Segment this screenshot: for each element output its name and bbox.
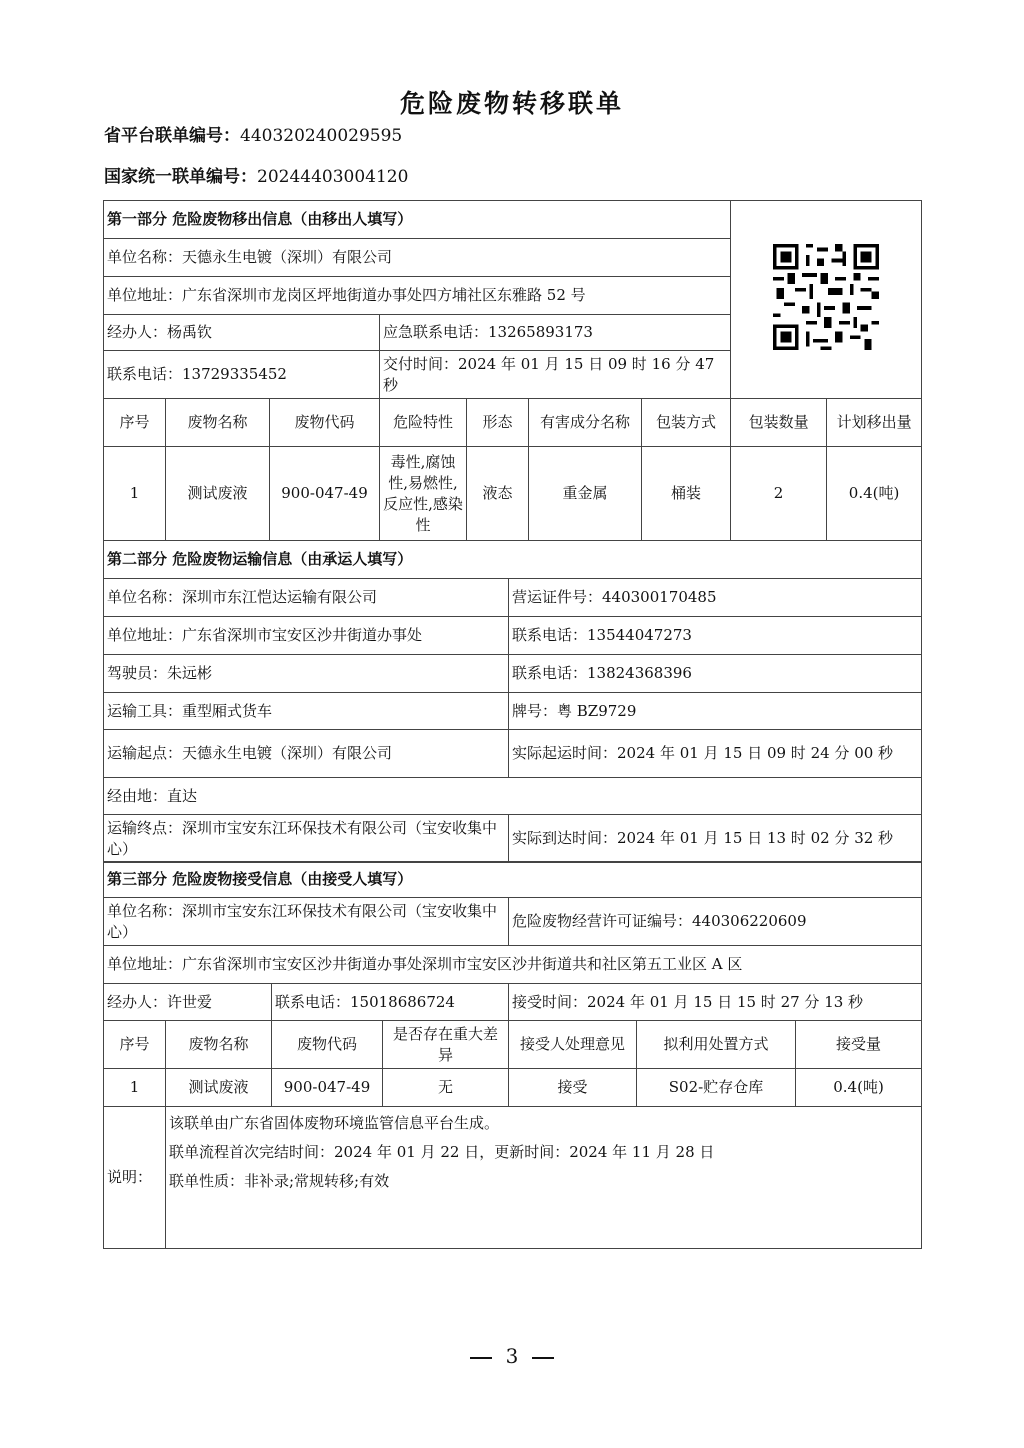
receive-table-header (104, 1021, 922, 1069)
part2-driver-phone: 联系电话：13824368396 (509, 655, 922, 693)
col-header: 形态 (467, 399, 529, 447)
part2-plate: 牌号：粤 BZ9729 (509, 693, 922, 730)
part3-unit-name: 单位名称：深圳市宝安东江环保技术有限公司（宝安收集中心） (104, 898, 509, 946)
page-number-value: 3 (505, 1344, 519, 1368)
part2-heading: 第二部分 危险废物运输信息（由承运人填写） (104, 541, 922, 579)
part3-unit-address: 单位地址：广东省深圳市宝安区沙井街道办事处深圳市宝安区沙井街道共和社区第五工业区 A 区 (104, 946, 922, 984)
qr-code-icon (773, 244, 879, 350)
qr-code-cell (731, 201, 922, 399)
part2-license-no: 营运证件号：440300170485 (509, 579, 922, 617)
provincial-number (104, 121, 402, 146)
part2-driver: 驾驶员：朱远彬 (104, 655, 509, 693)
part1-contact-phone: 联系电话：13729335452 (104, 351, 380, 399)
provincial-number-value: 440320240029595 (240, 126, 403, 146)
part2-unit-phone: 联系电话：13544047273 (509, 617, 922, 655)
national-number (104, 162, 408, 187)
part1-unit-name: 单位名称：天德永生电镀（深圳）有限公司 (104, 239, 731, 277)
cell: 测试废液 (166, 447, 270, 541)
cell: 1 (104, 1069, 166, 1107)
part3-permit-no: 危险废物经营许可证编号：440306220609 (509, 898, 922, 946)
part2-origin: 运输起点：天德永生电镀（深圳）有限公司 (104, 730, 509, 778)
cell: 桶装 (642, 447, 731, 541)
part2-unit-address: 单位地址：广东省深圳市宝安区沙井街道办事处 (104, 617, 509, 655)
part2-table (103, 540, 922, 863)
col-header: 废物代码 (270, 399, 380, 447)
cell: 0.4(吨) (827, 447, 922, 541)
col-header: 序号 (104, 399, 166, 447)
part3-receive-time: 接受时间：2024 年 01 月 15 日 15 时 27 分 13 秒 (509, 984, 922, 1021)
cell: 900-047-49 (272, 1069, 383, 1107)
part2-unit-name: 单位名称：深圳市东江恺达运输有限公司 (104, 579, 509, 617)
dash-decoration (470, 1357, 492, 1359)
notes-line: 联单性质：非补录;常规转移;有效 (169, 1172, 390, 1190)
cell: 1 (104, 447, 166, 541)
table-row (104, 447, 922, 541)
waste-table-header (104, 399, 922, 447)
notes-line: 联单流程首次完结时间：2024 年 01 月 22 日，更新时间：2024 年 11 月 28 日 (169, 1143, 715, 1161)
col-header: 废物名称 (166, 1021, 272, 1069)
cell: 2 (731, 447, 827, 541)
part1-table (103, 200, 922, 541)
cell: 测试废液 (166, 1069, 272, 1107)
col-header: 包装方式 (642, 399, 731, 447)
cell: 重金属 (529, 447, 642, 541)
cell: 900-047-49 (270, 447, 380, 541)
col-header: 危险特性 (380, 399, 467, 447)
cell: 无 (383, 1069, 509, 1107)
part1-handler: 经办人：杨禹钦 (104, 315, 380, 351)
provincial-number-label: 省平台联单编号： (104, 126, 240, 146)
cell: 毒性,腐蚀性,易燃性,反应性,感染性 (380, 447, 467, 541)
part1-unit-address: 单位地址：广东省深圳市龙岗区坪地街道办事处四方埔社区东雅路 52 号 (104, 277, 731, 315)
part2-destination: 运输终点：深圳市宝安东江环保技术有限公司（宝安收集中心） (104, 815, 509, 863)
part3-handler: 经办人：许世爱 (104, 984, 272, 1021)
dash-decoration (532, 1357, 554, 1359)
part2-route: 经由地：直达 (104, 778, 922, 815)
part3-table (103, 861, 922, 1249)
col-header: 废物代码 (272, 1021, 383, 1069)
page-number (0, 1344, 1024, 1368)
part1-heading: 第一部分 危险废物移出信息（由移出人填写） (104, 201, 731, 239)
col-header: 接受量 (796, 1021, 922, 1069)
col-header: 包装数量 (731, 399, 827, 447)
document-title: 危险废物转移联单 (399, 89, 624, 118)
national-number-value: 20244403004120 (257, 167, 409, 187)
cell: S02-贮存仓库 (637, 1069, 796, 1107)
cell: 接受 (509, 1069, 637, 1107)
col-header: 计划移出量 (827, 399, 922, 447)
part2-arrival-time: 实际到达时间：2024 年 01 月 15 日 13 时 02 分 32 秒 (509, 815, 922, 863)
col-header: 拟利用处置方式 (637, 1021, 796, 1069)
notes-content (166, 1107, 922, 1249)
col-header: 序号 (104, 1021, 166, 1069)
national-number-label: 国家统一联单编号： (104, 167, 257, 187)
col-header: 有害成分名称 (529, 399, 642, 447)
part3-handler-phone: 联系电话：15018686724 (272, 984, 509, 1021)
part2-vehicle: 运输工具：重型厢式货车 (104, 693, 509, 730)
table-row (104, 1069, 922, 1107)
cell: 液态 (467, 447, 529, 541)
col-header: 是否存在重大差异 (383, 1021, 509, 1069)
col-header: 接受人处理意见 (509, 1021, 637, 1069)
notes-line: 该联单由广东省固体废物环境监管信息平台生成。 (169, 1114, 500, 1132)
part3-heading: 第三部分 危险废物接受信息（由接受人填写） (104, 862, 922, 898)
notes-label: 说明： (104, 1107, 166, 1249)
col-header: 废物名称 (166, 399, 270, 447)
part1-delivery-time: 交付时间：2024 年 01 月 15 日 09 时 16 分 47 秒 (380, 351, 731, 399)
part2-departure-time: 实际起运时间：2024 年 01 月 15 日 09 时 24 分 00 秒 (509, 730, 922, 778)
part1-emergency-phone: 应急联系电话：13265893173 (380, 315, 731, 351)
cell: 0.4(吨) (796, 1069, 922, 1107)
